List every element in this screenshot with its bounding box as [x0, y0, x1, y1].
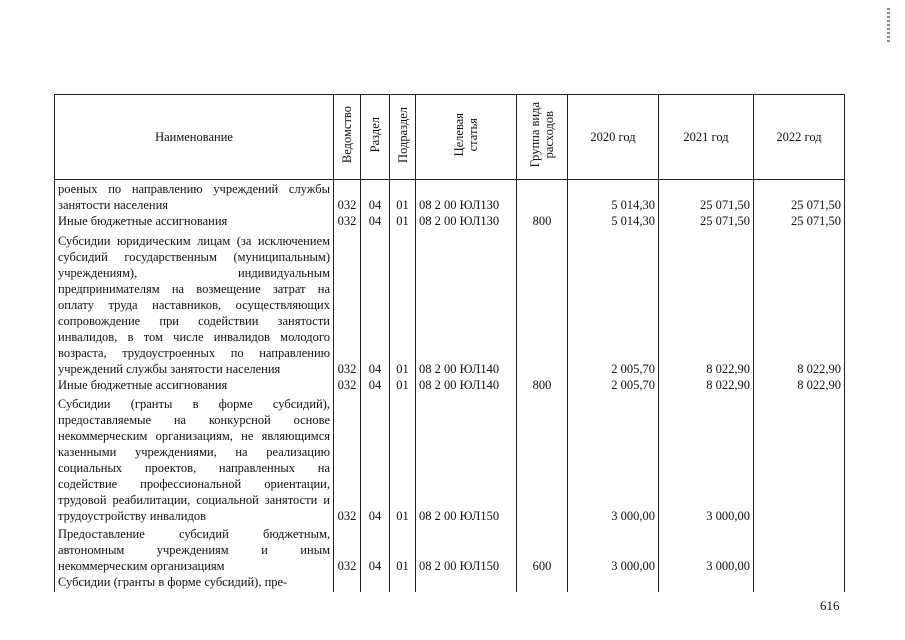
row-section: 04	[361, 229, 390, 377]
row-2021	[659, 574, 754, 593]
row-expense-group: 600	[517, 524, 568, 573]
header-row	[55, 95, 845, 180]
table-row	[55, 213, 845, 229]
row-section: 04	[361, 524, 390, 573]
row-section	[361, 574, 390, 593]
row-2022: 8 022,90	[754, 377, 845, 393]
row-target: 08 2 00 ЮЛ150	[416, 393, 517, 524]
row-target: 08 2 00 ЮЛ130	[416, 180, 517, 213]
table-row	[55, 377, 845, 393]
col-expense-group-header: Группа вида расходов	[517, 95, 568, 180]
table-row	[55, 180, 845, 213]
row-2021: 3 000,00	[659, 524, 754, 573]
row-section: 04	[361, 377, 390, 393]
row-2020	[568, 574, 659, 593]
row-section: 04	[361, 180, 390, 213]
row-2020: 5 014,30	[568, 213, 659, 229]
col-2021-header: 2021 год	[659, 95, 754, 180]
row-name: роеных по направлению учреждений службы занятости населения	[55, 180, 334, 213]
table-row	[55, 574, 845, 593]
row-2020: 3 000,00	[568, 393, 659, 524]
row-2022	[754, 393, 845, 524]
col-section-header: Раздел	[361, 95, 390, 180]
row-2021: 8 022,90	[659, 229, 754, 377]
row-2022	[754, 524, 845, 573]
col-target-header: Целевая статья	[416, 95, 517, 180]
row-expense-group	[517, 393, 568, 524]
row-department: 032	[334, 229, 361, 377]
row-subsection	[390, 574, 416, 593]
row-name: Субсидии (гранты в форме субсидий), предоставляемые на конкурсной основе некоммерческим организациям, не являющимся казенными учреждениями, на реализацию социальных проектов, направленных на содействие профессиональной ориентации, трудовой реабилитации, социальной занятости и трудоустройству инвалидов	[55, 393, 334, 524]
row-2022	[754, 574, 845, 593]
row-2020: 2 005,70	[568, 229, 659, 377]
page-number: 616	[820, 598, 840, 613]
row-target: 08 2 00 ЮЛ130	[416, 213, 517, 229]
row-2021: 8 022,90	[659, 377, 754, 393]
row-name: Иные бюджетные ассигнования	[55, 213, 334, 229]
row-department: 032	[334, 524, 361, 573]
row-name: Предоставление субсидий бюджетным, автономным учреждениям и иным некоммерческим организациям	[55, 524, 334, 573]
row-subsection: 01	[390, 180, 416, 213]
row-2020: 3 000,00	[568, 524, 659, 573]
row-department: 032	[334, 377, 361, 393]
row-name: Иные бюджетные ассигнования	[55, 377, 334, 393]
col-2020-header: 2020 год	[568, 95, 659, 180]
row-2022: 25 071,50	[754, 213, 845, 229]
row-expense-group: 800	[517, 213, 568, 229]
table-row	[55, 393, 845, 524]
table-row	[55, 229, 845, 377]
row-subsection: 01	[390, 213, 416, 229]
row-2021: 25 071,50	[659, 180, 754, 213]
row-department: 032	[334, 393, 361, 524]
row-target: 08 2 00 ЮЛ140	[416, 229, 517, 377]
row-subsection: 01	[390, 377, 416, 393]
margin-marks	[887, 8, 890, 44]
row-department: 032	[334, 213, 361, 229]
row-expense-group	[517, 574, 568, 593]
row-subsection: 01	[390, 229, 416, 377]
row-target: 08 2 00 ЮЛ140	[416, 377, 517, 393]
row-2022: 25 071,50	[754, 180, 845, 213]
row-target: 08 2 00 ЮЛ150	[416, 524, 517, 573]
row-2022: 8 022,90	[754, 229, 845, 377]
budget-table	[54, 94, 845, 592]
row-name: Субсидии юридическим лицам (за исключением субсидий государственным (муниципальным) учреждениям), индивидуальным предпринимателям на возмещение затрат на оплату труда наставников, осуществляющих сопровождение при содействии занятости инвалидов, в том числе инвалидов молодого возраста, трудоустроенных по направлению учреждений службы занятости населения	[55, 229, 334, 377]
row-target	[416, 574, 517, 593]
col-department-header: Ведомство	[334, 95, 361, 180]
col-2022-header: 2022 год	[754, 95, 845, 180]
row-expense-group	[517, 229, 568, 377]
row-section: 04	[361, 213, 390, 229]
row-subsection: 01	[390, 524, 416, 573]
row-2020: 2 005,70	[568, 377, 659, 393]
col-name-header: Наименование	[55, 95, 334, 180]
row-expense-group	[517, 180, 568, 213]
row-section: 04	[361, 393, 390, 524]
row-expense-group: 800	[517, 377, 568, 393]
row-2021: 25 071,50	[659, 213, 754, 229]
row-2020: 5 014,30	[568, 180, 659, 213]
row-department	[334, 574, 361, 593]
row-name: Субсидии (гранты в форме субсидий), пре-	[55, 574, 334, 593]
row-subsection: 01	[390, 393, 416, 524]
row-2021: 3 000,00	[659, 393, 754, 524]
row-department: 032	[334, 180, 361, 213]
col-subsection-header: Подраздел	[390, 95, 416, 180]
table-row	[55, 524, 845, 573]
